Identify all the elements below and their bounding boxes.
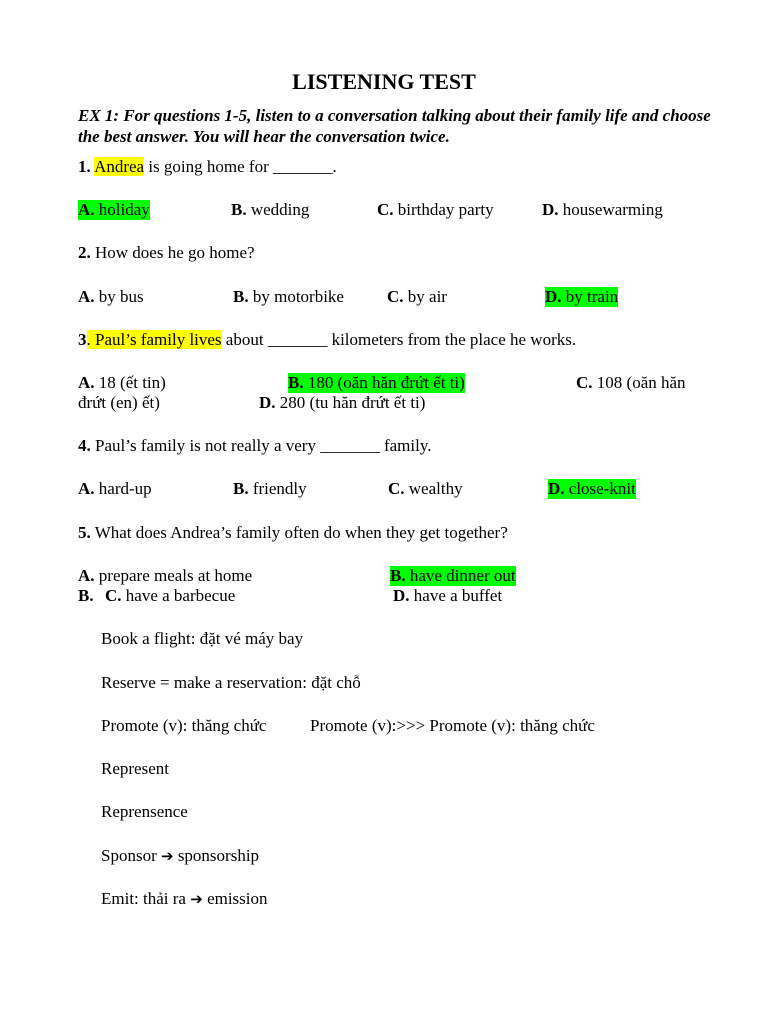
q3-option-c-continued: đrứt (en) ết) bbox=[78, 393, 160, 412]
q1-option-a: A. holiday bbox=[78, 200, 150, 219]
arrow-icon: ➔ bbox=[190, 890, 203, 908]
question-2: 2. How does he go home? bbox=[78, 243, 255, 262]
arrow-icon: ➔ bbox=[160, 847, 174, 865]
q3-option-a: A. 18 (ết tin) bbox=[78, 373, 166, 392]
exercise-label: EX 1: bbox=[78, 106, 120, 125]
vocab-note: Reserve = make a reservation: đặt chỗ bbox=[101, 673, 361, 692]
q4-option-c: C. wealthy bbox=[388, 479, 463, 498]
q2-option-d: D. by train bbox=[545, 287, 619, 306]
q4-option-a: A. hard-up bbox=[78, 479, 152, 498]
question-4: 4. Paul’s family is not really a very _______ family. bbox=[78, 436, 432, 455]
q4-option-d: D. close-knit bbox=[548, 479, 636, 498]
vocab-note: Sponsor ➔ sponsorship bbox=[101, 846, 260, 865]
question-1 bbox=[78, 157, 337, 177]
q5-option-c: C. have a barbecue bbox=[105, 586, 236, 605]
q3-option-b: B. 180 (oăn hăn đrứt ết ti) bbox=[288, 373, 465, 392]
q3-option-c: C. 108 (oăn hăn bbox=[576, 373, 686, 392]
highlighted-text: Andrea bbox=[94, 157, 145, 176]
exercise-text: For questions 1-5, listen to a conversation talking about their family life and choose the best answer. You will hear the conversation twice. bbox=[78, 106, 711, 146]
highlighted-text: . Paul’s family lives bbox=[86, 330, 222, 349]
vocab-note: Emit: thải ra ➔ emission bbox=[101, 889, 268, 908]
q1-option-c: C. birthday party bbox=[377, 200, 494, 219]
q1-option-d: D. housewarming bbox=[542, 200, 663, 219]
q2-option-b: B. by motorbike bbox=[233, 287, 344, 306]
question-3: 3. Paul’s family lives about _______ kilometers from the place he works. bbox=[78, 330, 577, 349]
vocab-note: Reprensence bbox=[101, 802, 188, 821]
q4-option-b: B. friendly bbox=[233, 479, 307, 498]
q2-option-c: C. by air bbox=[387, 287, 447, 306]
vocab-note: Promote (v): thăng chức bbox=[101, 716, 267, 735]
q3-option-d: D. 280 (tu hăn đrứt ết ti) bbox=[259, 393, 426, 412]
question-text: is going home for _______. bbox=[144, 157, 337, 176]
question-number: 1. bbox=[78, 157, 91, 176]
vocab-note: Book a flight: đặt vé máy bay bbox=[101, 629, 304, 648]
exercise-instruction bbox=[78, 105, 718, 147]
q2-option-a: A. by bus bbox=[78, 287, 144, 306]
vocab-note: Promote (v):>>> Promote (v): thăng chức bbox=[310, 716, 595, 735]
question-5: 5. What does Andrea’s family often do when they get together? bbox=[78, 523, 508, 542]
q5-option-a: A. prepare meals at home bbox=[78, 566, 253, 585]
q5-option-d: D. have a buffet bbox=[393, 586, 503, 605]
q1-option-b: B. wedding bbox=[231, 200, 310, 219]
page-title: LISTENING TEST bbox=[292, 69, 476, 94]
vocab-note: Represent bbox=[101, 759, 169, 778]
q5-option-b-marker: B. bbox=[78, 586, 94, 605]
q5-option-b: B. have dinner out bbox=[390, 566, 516, 585]
